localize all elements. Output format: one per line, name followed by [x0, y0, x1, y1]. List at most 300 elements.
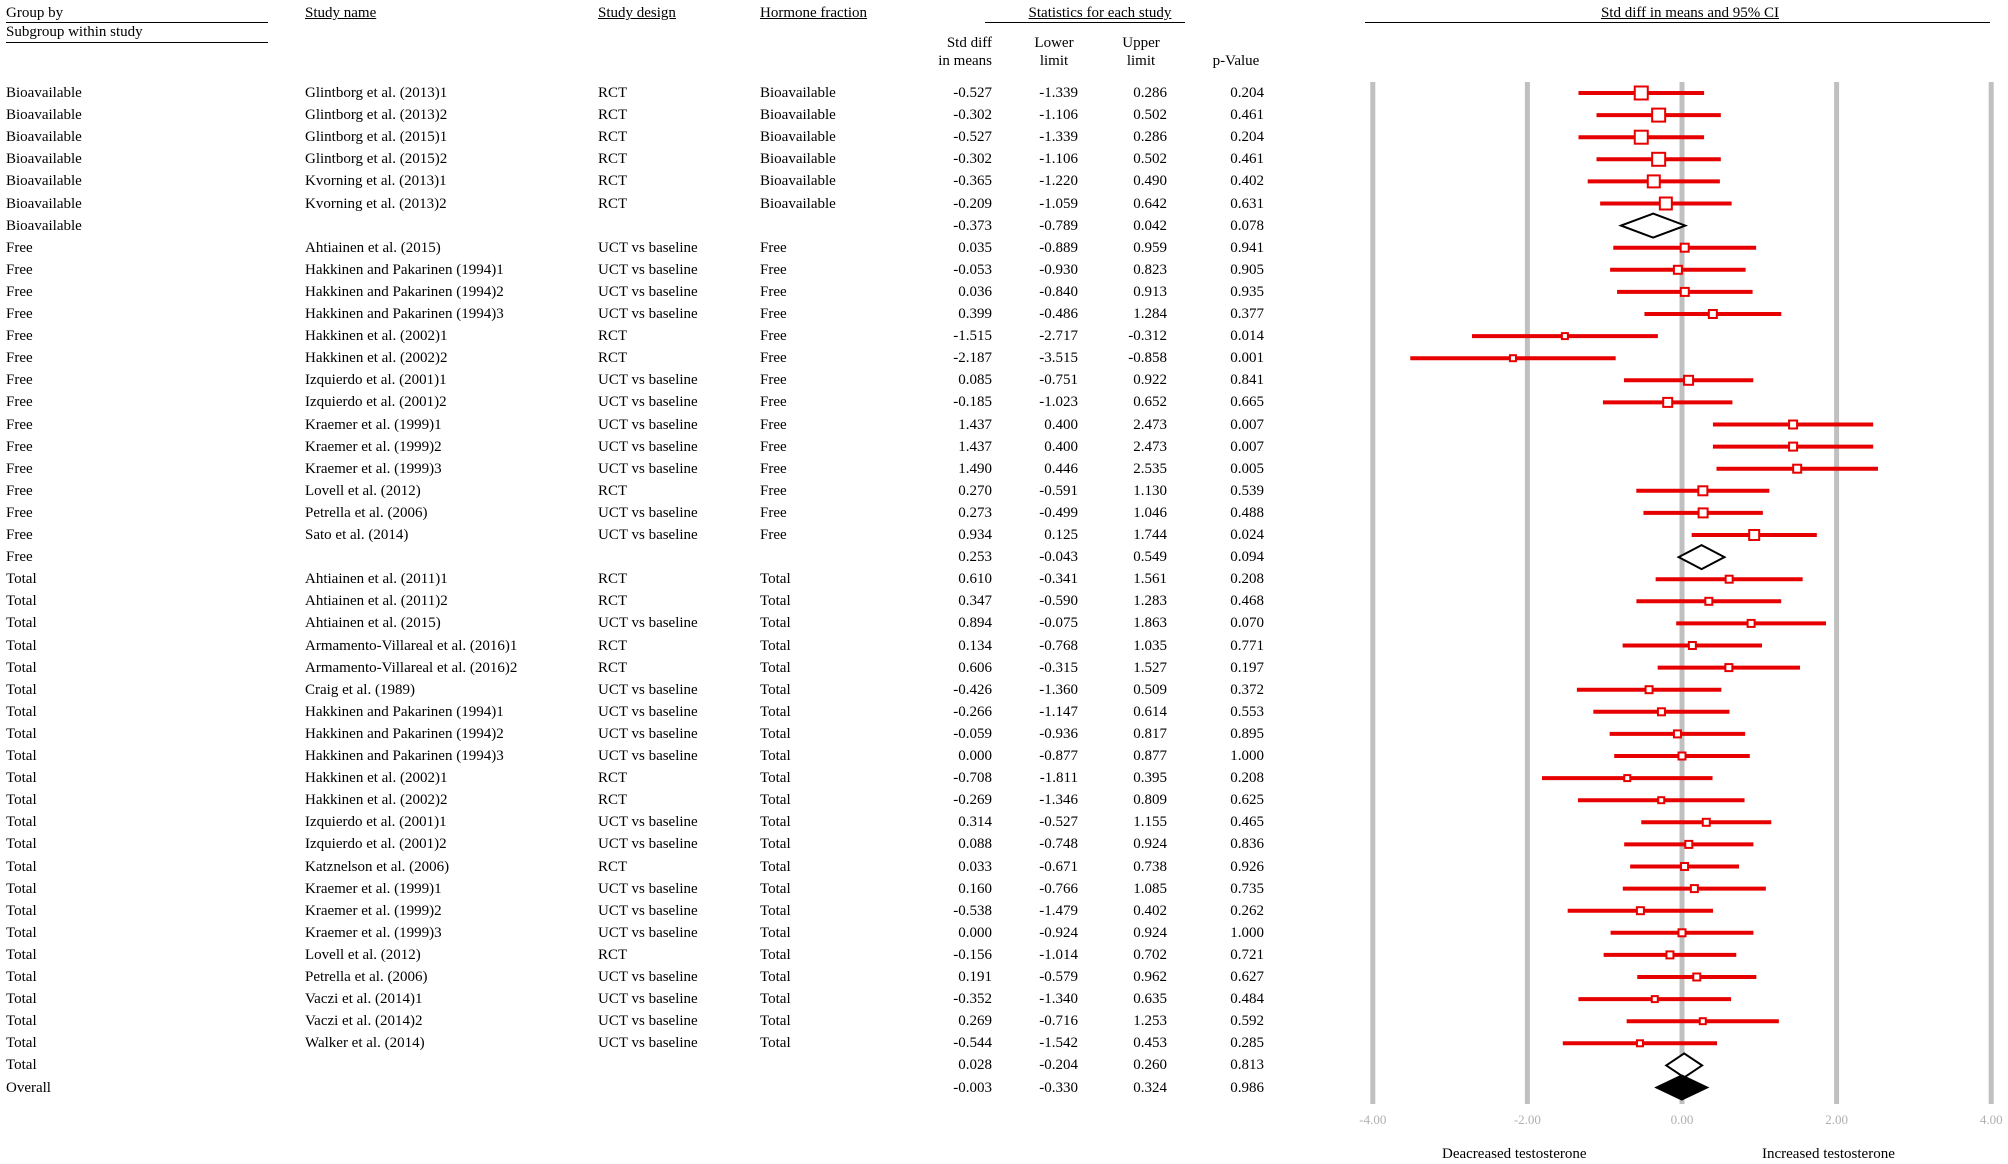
study-name-cell: Petrella et al. (2006) — [305, 969, 428, 985]
study-design-cell: UCT vs baseline — [598, 836, 698, 853]
upper-limit-cell: 1.863 — [1133, 615, 1167, 632]
upper-limit-cell: 0.614 — [1133, 703, 1167, 720]
lower-limit-cell: -1.360 — [1039, 681, 1078, 698]
group-cell: Free — [6, 460, 33, 477]
lower-limit-cell: -1.147 — [1039, 703, 1078, 720]
upper-limit-cell: 0.817 — [1133, 725, 1167, 742]
p-value-cell: 0.461 — [1230, 151, 1264, 168]
estimate-marker — [1562, 333, 1568, 339]
lower-limit-cell: -0.590 — [1039, 593, 1078, 610]
estimate-marker — [1789, 421, 1797, 429]
study-design-cell: RCT — [598, 350, 628, 367]
study-design-cell: UCT vs baseline — [598, 991, 698, 1008]
std-diff-cell: -0.527 — [953, 129, 992, 146]
study-name-cell: Glintborg et al. (2013)1 — [305, 85, 448, 101]
study-design-cell: UCT vs baseline — [598, 504, 698, 521]
std-diff-cell: 0.273 — [958, 504, 992, 521]
estimate-marker — [1652, 153, 1665, 166]
study-name-cell: Sato et al. (2014) — [305, 527, 409, 543]
hormone-cell: Free — [760, 372, 787, 389]
std-diff-cell: -0.053 — [953, 261, 992, 278]
estimate-marker — [1637, 1040, 1643, 1046]
study-design-cell: UCT vs baseline — [598, 725, 698, 742]
study-name-cell: Lovell et al. (2012) — [305, 946, 421, 963]
std-diff-cell: -1.515 — [953, 328, 992, 345]
upper-limit-cell: 1.085 — [1133, 880, 1167, 897]
std-diff-cell: -0.302 — [953, 107, 992, 124]
header-std-diff-2: in means — [938, 53, 992, 69]
group-cell: Total — [6, 770, 37, 787]
summary-diamond — [1621, 214, 1685, 238]
study-design-cell: UCT vs baseline — [598, 814, 698, 831]
group-cell: Total — [6, 615, 37, 632]
hormone-cell: Total — [760, 659, 791, 676]
estimate-marker — [1679, 929, 1686, 936]
hormone-cell: Free — [760, 527, 787, 543]
hormone-cell: Total — [760, 902, 791, 919]
std-diff-cell: -0.302 — [953, 151, 992, 168]
p-value-cell: 0.070 — [1230, 615, 1264, 632]
study-design-cell: UCT vs baseline — [598, 1035, 698, 1052]
hormone-cell: Total — [760, 681, 791, 698]
study-design-cell: UCT vs baseline — [598, 880, 698, 897]
summary-diamond — [1679, 545, 1725, 569]
group-cell: Total — [6, 748, 37, 764]
group-cell: Free — [6, 306, 33, 322]
study-name-cell: Glintborg et al. (2015)2 — [305, 151, 448, 168]
lower-limit-cell: -1.059 — [1039, 195, 1078, 212]
p-value-cell: 0.005 — [1230, 460, 1264, 477]
study-design-cell: RCT — [598, 593, 628, 610]
hormone-cell: Bioavailable — [760, 129, 836, 146]
upper-limit-cell: 1.046 — [1133, 504, 1167, 521]
study-design-cell: UCT vs baseline — [598, 239, 698, 256]
group-cell: Free — [6, 482, 33, 499]
std-diff-cell: -0.269 — [953, 792, 992, 809]
upper-limit-cell: 0.922 — [1133, 372, 1167, 389]
estimate-marker — [1674, 730, 1681, 737]
study-design-cell: RCT — [598, 482, 628, 499]
p-value-cell: 0.208 — [1230, 571, 1264, 588]
group-cell: Bioavailable — [6, 129, 82, 146]
std-diff-cell: 0.934 — [958, 527, 992, 543]
lower-limit-cell: -1.339 — [1039, 85, 1078, 101]
lower-limit-cell: -1.106 — [1039, 151, 1078, 168]
study-name-cell: Kvorning et al. (2013)2 — [305, 195, 447, 212]
study-name-cell: Hakkinen and Pakarinen (1994)3 — [305, 306, 504, 322]
p-value-cell: 1.000 — [1230, 924, 1264, 941]
group-cell: Total — [6, 1013, 37, 1030]
p-value-cell: 0.721 — [1230, 946, 1264, 963]
hormone-cell: Total — [760, 792, 791, 809]
std-diff-cell: 0.314 — [958, 814, 992, 831]
hormone-cell: Bioavailable — [760, 85, 836, 101]
std-diff-cell: -0.538 — [953, 902, 992, 919]
group-cell: Total — [6, 681, 37, 698]
lower-limit-cell: -0.840 — [1039, 283, 1078, 300]
upper-limit-cell: 1.035 — [1133, 637, 1167, 654]
study-name-cell: Kvorning et al. (2013)1 — [305, 173, 447, 190]
p-value-cell: 0.377 — [1230, 306, 1264, 322]
study-name-cell: Petrella et al. (2006) — [305, 504, 428, 521]
p-value-cell: 0.625 — [1230, 792, 1264, 809]
lower-limit-cell: -0.527 — [1039, 814, 1078, 831]
study-name-cell: Kraemer et al. (1999)3 — [305, 460, 442, 477]
group-cell: Total — [6, 814, 37, 831]
estimate-marker — [1646, 686, 1653, 693]
estimate-marker — [1681, 288, 1689, 296]
header-hormone-fraction: Hormone fraction — [760, 5, 868, 21]
hormone-cell: Free — [760, 350, 787, 367]
study-name-cell: Glintborg et al. (2013)2 — [305, 107, 448, 124]
p-value-cell: 0.841 — [1230, 372, 1264, 389]
study-name-cell: Armamento-Villareal et al. (2016)2 — [305, 659, 518, 676]
lower-limit-cell: -0.579 — [1039, 969, 1078, 985]
hormone-cell: Bioavailable — [760, 151, 836, 168]
study-name-cell: Izquierdo et al. (2001)1 — [305, 372, 447, 389]
group-cell: Bioavailable — [6, 151, 82, 168]
upper-limit-cell: 0.549 — [1133, 549, 1167, 566]
estimate-marker — [1705, 598, 1712, 605]
hormone-cell: Total — [760, 615, 791, 632]
header-stats-title: Statistics for each study — [1028, 5, 1172, 21]
std-diff-cell: 1.437 — [958, 438, 992, 455]
group-cell: Total — [6, 858, 37, 875]
estimate-marker — [1635, 131, 1648, 144]
study-name-cell: Izquierdo et al. (2001)2 — [305, 394, 447, 411]
std-diff-cell: -0.365 — [953, 173, 992, 190]
lower-limit-cell: -0.341 — [1039, 571, 1078, 588]
lower-limit-cell: -0.766 — [1039, 880, 1078, 897]
estimate-marker — [1789, 443, 1797, 451]
group-cell: Total — [6, 946, 37, 963]
p-value-cell: 0.078 — [1230, 217, 1264, 234]
study-name-cell: Armamento-Villareal et al. (2016)1 — [305, 637, 518, 654]
lower-limit-cell: -0.204 — [1039, 1057, 1078, 1074]
study-name-cell: Hakkinen et al. (2002)2 — [305, 350, 448, 367]
p-value-cell: 0.204 — [1230, 129, 1264, 146]
p-value-cell: 0.905 — [1230, 261, 1264, 278]
p-value-cell: 0.007 — [1230, 438, 1264, 455]
group-cell: Free — [6, 549, 33, 566]
hormone-cell: Total — [760, 946, 791, 963]
study-name-cell: Hakkinen and Pakarinen (1994)3 — [305, 748, 504, 764]
group-cell: Free — [6, 261, 33, 278]
p-value-cell: 0.285 — [1230, 1035, 1264, 1052]
study-design-cell: UCT vs baseline — [598, 416, 698, 433]
lower-limit-cell: -2.717 — [1039, 328, 1078, 345]
study-design-cell: UCT vs baseline — [598, 460, 698, 477]
group-cell: Total — [6, 1057, 37, 1074]
p-value-cell: 0.771 — [1230, 637, 1264, 654]
hormone-cell: Free — [760, 394, 787, 411]
p-value-cell: 0.465 — [1230, 814, 1264, 831]
lower-limit-cell: -0.671 — [1039, 858, 1078, 875]
upper-limit-cell: 2.473 — [1133, 438, 1167, 455]
lower-limit-cell: -0.751 — [1039, 372, 1078, 389]
estimate-marker — [1793, 465, 1801, 473]
lower-limit-cell: 0.446 — [1044, 460, 1078, 477]
estimate-marker — [1681, 244, 1689, 252]
x-tick-label: 2.00 — [1825, 1112, 1848, 1127]
group-cell: Total — [6, 637, 37, 654]
p-value-cell: 0.094 — [1230, 549, 1264, 566]
group-cell: Total — [6, 969, 37, 985]
lower-limit-cell: -1.339 — [1039, 129, 1078, 146]
group-cell: Total — [6, 836, 37, 853]
study-name-cell: Hakkinen and Pakarinen (1994)2 — [305, 725, 504, 742]
estimate-marker — [1709, 310, 1717, 318]
upper-limit-cell: 0.490 — [1133, 173, 1167, 190]
hormone-cell: Free — [760, 416, 787, 433]
group-cell: Overall — [6, 1079, 51, 1096]
hormone-cell: Total — [760, 1035, 791, 1052]
std-diff-cell: 0.000 — [958, 748, 992, 764]
study-design-cell: RCT — [598, 129, 628, 146]
estimate-marker — [1658, 708, 1665, 715]
hormone-cell: Total — [760, 814, 791, 831]
study-name-cell: Izquierdo et al. (2001)1 — [305, 814, 447, 831]
study-name-cell: Kraemer et al. (1999)3 — [305, 924, 442, 941]
hormone-cell: Bioavailable — [760, 173, 836, 190]
study-design-cell: UCT vs baseline — [598, 748, 698, 764]
upper-limit-cell: 1.561 — [1133, 571, 1167, 588]
study-name-cell: Hakkinen and Pakarinen (1994)1 — [305, 703, 504, 720]
upper-limit-cell: 0.924 — [1133, 836, 1167, 853]
study-design-cell: UCT vs baseline — [598, 306, 698, 322]
lower-limit-cell: -1.479 — [1039, 902, 1078, 919]
upper-limit-cell: -0.312 — [1128, 328, 1167, 345]
study-design-cell: RCT — [598, 659, 628, 676]
study-name-cell: Vaczi et al. (2014)1 — [305, 991, 423, 1008]
estimate-marker — [1510, 355, 1516, 361]
header-upper-2: limit — [1126, 53, 1156, 69]
group-cell: Bioavailable — [6, 217, 82, 234]
upper-limit-cell: 0.402 — [1133, 902, 1167, 919]
std-diff-cell: -0.708 — [953, 770, 992, 787]
study-design-cell: RCT — [598, 328, 628, 345]
group-cell: Free — [6, 328, 33, 345]
lower-limit-cell: -0.924 — [1039, 924, 1078, 941]
study-design-cell: UCT vs baseline — [598, 1013, 698, 1030]
study-name-cell: Ahtiainen et al. (2011)2 — [305, 593, 448, 610]
estimate-marker — [1674, 266, 1682, 274]
lower-limit-cell: -3.515 — [1039, 350, 1078, 367]
p-value-cell: 0.986 — [1230, 1079, 1264, 1096]
group-cell: Free — [6, 438, 33, 455]
lower-limit-cell: 0.400 — [1044, 438, 1078, 455]
lower-limit-cell: -1.023 — [1039, 394, 1078, 411]
hormone-cell: Total — [760, 969, 791, 985]
lower-limit-cell: -1.014 — [1039, 946, 1078, 963]
lower-limit-cell: -0.930 — [1039, 261, 1078, 278]
study-name-cell: Hakkinen and Pakarinen (1994)2 — [305, 283, 504, 300]
upper-limit-cell: 1.744 — [1133, 527, 1167, 543]
lower-limit-cell: -0.043 — [1039, 549, 1078, 566]
std-diff-cell: -0.426 — [953, 681, 992, 698]
std-diff-cell: 0.253 — [958, 549, 992, 566]
hormone-cell: Bioavailable — [760, 195, 836, 212]
std-diff-cell: 0.610 — [958, 571, 992, 588]
study-design-cell: RCT — [598, 770, 628, 787]
study-name-cell: Walker et al. (2014) — [305, 1035, 425, 1052]
group-cell: Free — [6, 372, 33, 389]
study-name-cell: Hakkinen et al. (2002)1 — [305, 328, 448, 345]
group-cell: Free — [6, 350, 33, 367]
p-value-cell: 0.262 — [1230, 902, 1264, 919]
hormone-cell: Total — [760, 924, 791, 941]
hormone-cell: Free — [760, 482, 787, 499]
group-cell: Total — [6, 725, 37, 742]
estimate-marker — [1699, 508, 1708, 517]
estimate-marker — [1635, 87, 1648, 100]
std-diff-cell: 0.606 — [958, 659, 992, 676]
axis-label-increased: Increased testosterone — [1762, 1146, 1895, 1162]
study-name-cell: Vaczi et al. (2014)2 — [305, 1013, 423, 1030]
p-value-cell: 0.014 — [1230, 328, 1264, 345]
std-diff-cell: 0.191 — [958, 969, 992, 985]
lower-limit-cell: -1.340 — [1039, 991, 1078, 1008]
estimate-marker — [1663, 398, 1672, 407]
header-subgroup: Subgroup within study — [6, 24, 143, 40]
hormone-cell: Total — [760, 571, 791, 588]
upper-limit-cell: 2.473 — [1133, 416, 1167, 433]
header-upper-1: Upper — [1122, 35, 1160, 51]
study-name-cell: Hakkinen and Pakarinen (1994)1 — [305, 261, 504, 278]
study-name-cell: Glintborg et al. (2015)1 — [305, 129, 448, 146]
study-design-cell: RCT — [598, 792, 628, 809]
group-cell: Total — [6, 593, 37, 610]
upper-limit-cell: 0.324 — [1133, 1079, 1167, 1096]
lower-limit-cell: -0.330 — [1039, 1079, 1078, 1096]
study-name-cell: Hakkinen et al. (2002)1 — [305, 770, 448, 787]
hormone-cell: Total — [760, 593, 791, 610]
upper-limit-cell: 0.924 — [1133, 924, 1167, 941]
upper-limit-cell: 1.283 — [1133, 593, 1167, 610]
group-cell: Free — [6, 239, 33, 256]
std-diff-cell: -0.373 — [953, 217, 992, 234]
std-diff-cell: 1.437 — [958, 416, 992, 433]
hormone-cell: Total — [760, 858, 791, 875]
study-design-cell: UCT vs baseline — [598, 261, 698, 278]
p-value-cell: 0.208 — [1230, 770, 1264, 787]
group-cell: Bioavailable — [6, 85, 82, 101]
header-lower-1: Lower — [1034, 35, 1074, 51]
std-diff-cell: -0.266 — [953, 703, 992, 720]
upper-limit-cell: 0.286 — [1133, 85, 1167, 101]
header-lower-2: limit — [1039, 53, 1069, 69]
group-cell: Total — [6, 991, 37, 1008]
study-design-cell: UCT vs baseline — [598, 703, 698, 720]
study-design-cell: UCT vs baseline — [598, 394, 698, 411]
hormone-cell: Free — [760, 438, 787, 455]
upper-limit-cell: 0.652 — [1133, 394, 1167, 411]
lower-limit-cell: -0.789 — [1039, 217, 1078, 234]
estimate-marker — [1648, 175, 1660, 187]
lower-limit-cell: -0.499 — [1039, 504, 1078, 521]
std-diff-cell: 0.399 — [958, 306, 992, 322]
std-diff-cell: 0.000 — [958, 924, 992, 941]
group-cell: Free — [6, 283, 33, 300]
group-cell: Total — [6, 1035, 37, 1052]
study-name-cell: Hakkinen et al. (2002)2 — [305, 792, 448, 809]
upper-limit-cell: 0.286 — [1133, 129, 1167, 146]
lower-limit-cell: -0.716 — [1039, 1013, 1078, 1030]
p-value-cell: 0.007 — [1230, 416, 1264, 433]
upper-limit-cell: 0.453 — [1133, 1035, 1167, 1052]
estimate-marker — [1748, 620, 1755, 627]
std-diff-cell: -0.059 — [953, 725, 992, 742]
x-tick-label: 0.00 — [1670, 1112, 1694, 1127]
study-design-cell: UCT vs baseline — [598, 527, 698, 543]
p-value-cell: 0.735 — [1230, 880, 1264, 897]
hormone-cell: Free — [760, 328, 787, 345]
std-diff-cell: 0.160 — [958, 880, 992, 897]
upper-limit-cell: 0.642 — [1133, 195, 1167, 212]
std-diff-cell: 0.134 — [958, 637, 992, 654]
lower-limit-cell: -0.768 — [1039, 637, 1078, 654]
lower-limit-cell: 0.125 — [1044, 527, 1078, 543]
p-value-cell: 0.895 — [1230, 725, 1264, 742]
x-tick-label: -2.00 — [1513, 1112, 1541, 1127]
lower-limit-cell: 0.400 — [1044, 416, 1078, 433]
std-diff-cell: -0.185 — [953, 394, 992, 411]
hormone-cell: Total — [760, 725, 791, 742]
upper-limit-cell: 0.959 — [1133, 239, 1167, 256]
p-value-cell: 0.539 — [1230, 482, 1264, 499]
x-tick-label: -4.00 — [1359, 1112, 1387, 1127]
hormone-cell: Bioavailable — [760, 107, 836, 124]
study-name-cell: Izquierdo et al. (2001)2 — [305, 836, 447, 853]
group-cell: Bioavailable — [6, 107, 82, 124]
p-value-cell: 0.813 — [1230, 1057, 1264, 1074]
study-design-cell: RCT — [598, 946, 628, 963]
group-cell: Bioavailable — [6, 195, 82, 212]
p-value-cell: 0.197 — [1230, 659, 1264, 676]
header-study-design: Study design — [598, 5, 676, 21]
p-value-cell: 0.001 — [1230, 350, 1264, 367]
group-cell: Free — [6, 504, 33, 521]
hormone-cell: Total — [760, 637, 791, 654]
hormone-cell: Free — [760, 306, 787, 322]
estimate-marker — [1681, 863, 1688, 870]
estimate-marker — [1637, 907, 1644, 914]
upper-limit-cell: 0.877 — [1133, 748, 1167, 764]
group-cell: Bioavailable — [6, 173, 82, 190]
hormone-cell: Free — [760, 261, 787, 278]
study-name-cell: Ahtiainen et al. (2011)1 — [305, 571, 448, 588]
estimate-marker — [1749, 530, 1759, 540]
study-design-cell: RCT — [598, 571, 628, 588]
p-value-cell: 0.627 — [1230, 969, 1264, 985]
study-design-cell: UCT vs baseline — [598, 438, 698, 455]
group-cell: Total — [6, 659, 37, 676]
lower-limit-cell: -0.075 — [1039, 615, 1078, 632]
upper-limit-cell: 0.395 — [1133, 770, 1167, 787]
hormone-cell: Free — [760, 239, 787, 256]
upper-limit-cell: 0.635 — [1133, 991, 1167, 1008]
estimate-marker — [1652, 996, 1658, 1002]
axis-label-decreased: Deacreased testosterone — [1442, 1146, 1587, 1162]
group-cell: Total — [6, 792, 37, 809]
hormone-cell: Total — [760, 770, 791, 787]
estimate-marker — [1684, 376, 1693, 385]
std-diff-cell: 0.035 — [958, 239, 992, 256]
upper-limit-cell: 1.130 — [1133, 482, 1167, 499]
group-cell: Total — [6, 924, 37, 941]
upper-limit-cell: 0.738 — [1133, 858, 1167, 875]
upper-limit-cell: 1.284 — [1133, 306, 1167, 322]
